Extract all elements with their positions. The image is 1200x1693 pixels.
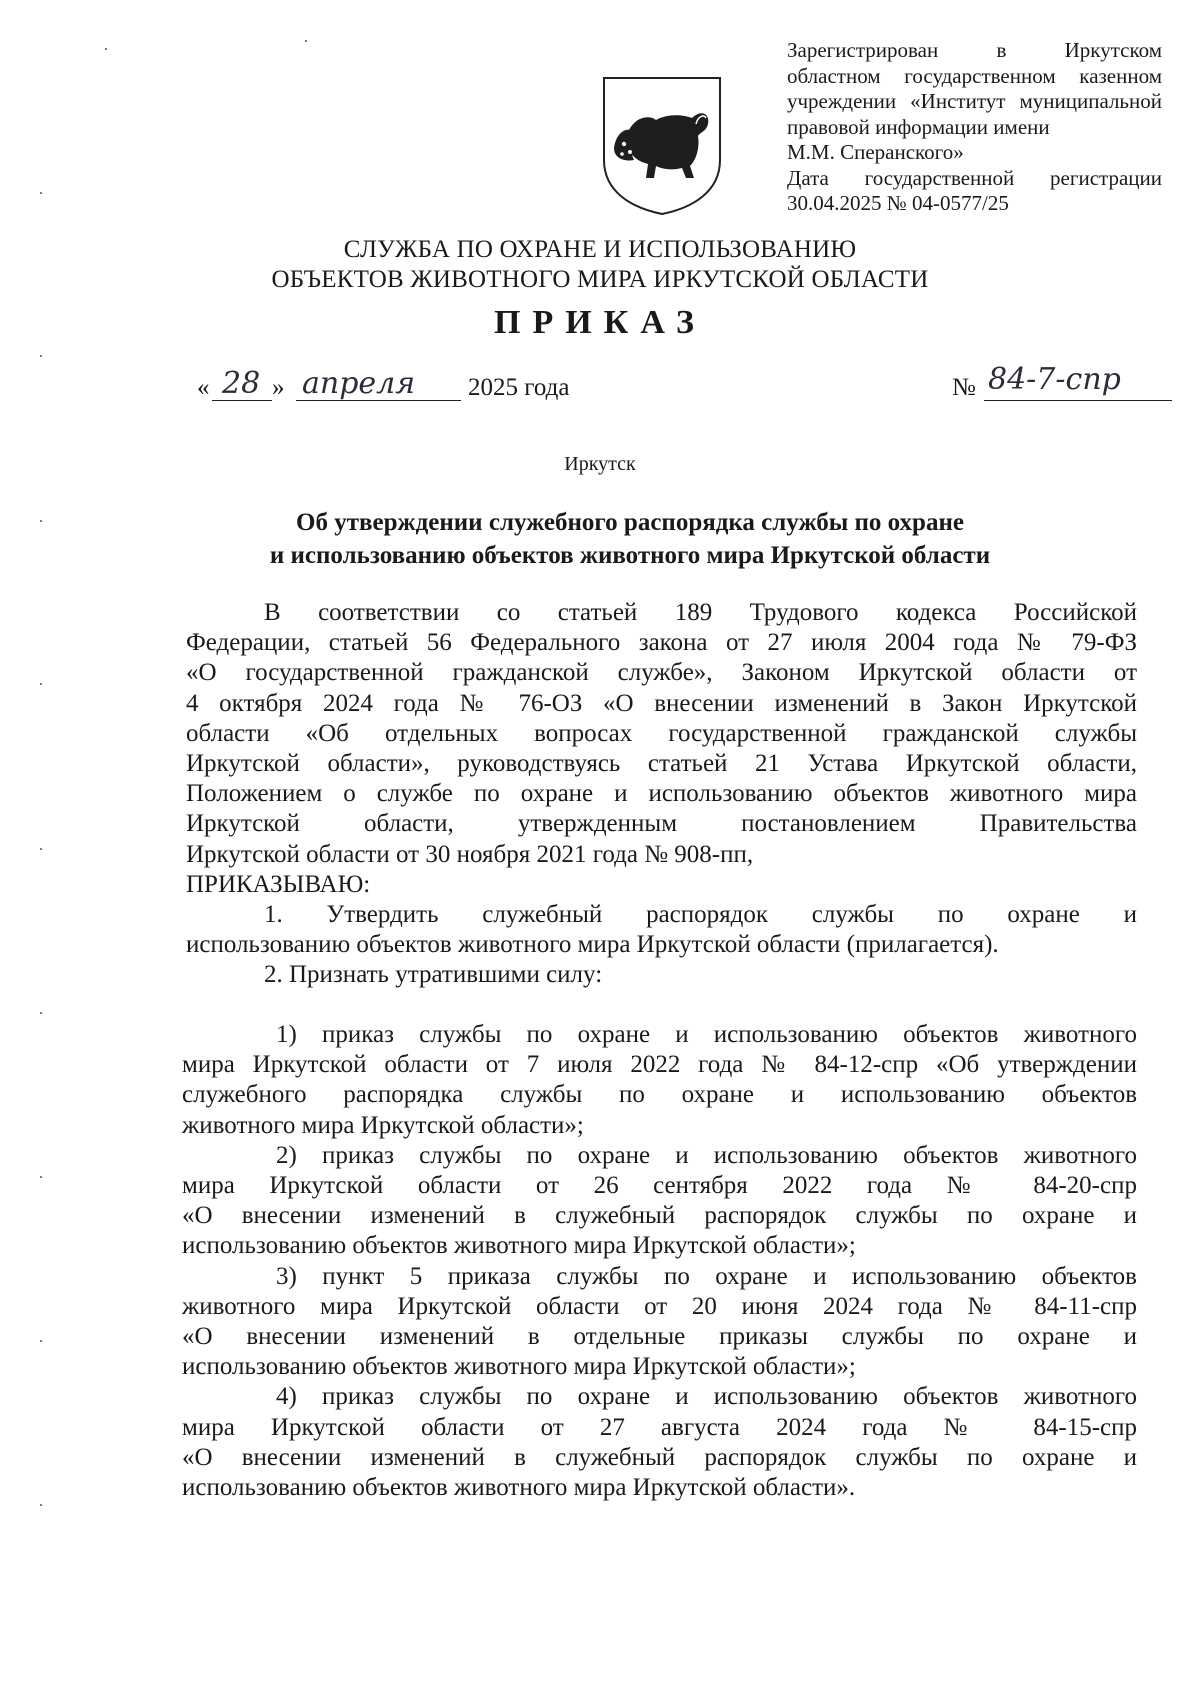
scan-speck [40, 192, 42, 194]
repealed-orders-list [182, 1020, 1137, 1503]
date-year: 2025 года [468, 374, 570, 401]
list-item-line: мира Иркутской области от 26 сентября 2022 года № 84-20-спр [182, 1172, 1137, 1200]
preamble-line: области «Об отдельных вопросах государственной гражданской службы [186, 719, 1137, 747]
document-title-line: Об утверждении служебного распорядка службы по охране [296, 509, 964, 536]
order-number-underline [984, 400, 1172, 401]
scan-speck [40, 1504, 42, 1506]
preamble [186, 598, 1137, 991]
list-item-line: использованию объектов животного мира Иркутской области»; [182, 1232, 856, 1260]
list-item-line: использованию объектов животного мира Иркутской области». [182, 1474, 856, 1502]
preamble-line: Положением о службе по охране и использованию объектов животного мира [186, 780, 1137, 808]
scan-speck [40, 1012, 42, 1014]
list-item-line: «О внесении изменений в отдельные приказы службы по охране и [182, 1323, 1137, 1351]
list-item-line: 1) приказ службы по охране и использованию объектов животного [276, 1021, 1137, 1048]
registration-line: 30.04.2025 № 04-0577/25 [787, 191, 1009, 215]
date-month-underline [296, 400, 461, 401]
preamble-line: Иркутской области, утвержденным постановлением Правительства [186, 810, 1137, 838]
date-day: 28 [222, 366, 261, 401]
registration-line: правовой информации имени [787, 114, 1050, 139]
list-item [182, 1262, 1137, 1383]
scan-speck [40, 1340, 42, 1342]
scan-speck [40, 848, 42, 850]
preamble-line: Иркутской области от 30 ноября 2021 года № 908-пп, [186, 840, 754, 868]
registration-line: М.М. Сперанского» [787, 140, 964, 164]
agency-name-line1: СЛУЖБА ПО ОХРАНЕ И ИСПОЛЬЗОВАНИЮ [343, 236, 857, 263]
list-item-line: животного мира Иркутской области от 20 июня 2024 года № 84-11-спр [182, 1292, 1137, 1320]
city: Иркутск [564, 453, 636, 475]
list-item-line: служебного распорядка службы по охране и использованию объектов [182, 1081, 1137, 1109]
list-item-line: 3) пункт 5 приказа службы по охране и использованию объектов [276, 1262, 1137, 1290]
scan-speck [40, 683, 42, 685]
date-open-quote: « [197, 374, 210, 401]
scan-speck [40, 520, 42, 522]
order-number-prefix: № [952, 374, 976, 401]
irkutsk-coat-of-arms-icon [600, 74, 724, 216]
scan-speck [105, 48, 107, 50]
preamble-line: Иркутской области», руководствуясь статьей 21 Устава Иркутской области, [186, 750, 1137, 778]
list-item-line: мира Иркутской области от 27 августа 2024 года № 84-15-спр [182, 1413, 1137, 1441]
preamble-line: 4 октября 2024 года № 76-ОЗ «О внесении изменений в Закон Иркутской [186, 689, 1137, 717]
list-item [182, 1141, 1137, 1262]
document-title [200, 506, 1060, 572]
scan-speck [305, 40, 307, 42]
list-item [182, 1020, 1137, 1141]
date-day-underline [212, 400, 272, 401]
scan-speck [40, 1176, 42, 1178]
date-month: апреля [302, 366, 416, 401]
list-item-line: животного мира Иркутской области»; [182, 1111, 584, 1139]
order-word: ПРИКАЗЫВАЮ: [186, 870, 371, 898]
list-item-line: «О внесении изменений в служебный распорядок службы по охране и [182, 1443, 1137, 1471]
registration-line: Зарегистрирован в Иркутском [787, 38, 1162, 62]
registration-note [787, 38, 1162, 217]
list-item-line: «О внесении изменений в служебный распорядок службы по охране и [182, 1202, 1137, 1230]
agency-name-line2: ОБЪЕКТОВ ЖИВОТНОГО МИРА ИРКУТСКОЙ ОБЛАСТИ [271, 266, 929, 293]
document-type-title: ПРИКАЗ [494, 304, 706, 341]
date-close-quote: » [272, 374, 285, 401]
registration-line: учреждении «Институт муниципальной [787, 89, 1162, 113]
preamble-line: Федерации, статьей 56 Федерального закона от 27 июля 2004 года № 79-ФЗ [186, 629, 1137, 657]
list-item [182, 1382, 1137, 1503]
list-item-line: 2) приказ службы по охране и использованию объектов животного [276, 1141, 1137, 1169]
registration-line: областном государственном казенном [787, 63, 1162, 88]
item-1-line: использованию объектов животного мира Иркутской области (прилагается). [186, 931, 999, 959]
document-title-line: и использованию объектов животного мира Иркутской области [269, 542, 991, 569]
preamble-line: «О государственной гражданской службе», Законом Иркутской области от [186, 659, 1137, 687]
list-item-line: использованию объектов животного мира Иркутской области»; [182, 1353, 856, 1381]
list-item-line: мира Иркутской области от 7 июля 2022 года № 84-12-спр «Об утверждении [182, 1051, 1137, 1079]
preamble-line: В соответствии со статьей 189 Трудового кодекса Российской [264, 599, 1137, 626]
registration-line: Дата государственной регистрации [787, 165, 1162, 190]
item-1-line: 1. Утвердить служебный распорядок службы по охране и [264, 901, 1137, 929]
scan-speck [40, 355, 42, 357]
order-number: 84-7-спр [988, 362, 1121, 397]
list-item-line: 4) приказ службы по охране и использованию объектов животного [276, 1383, 1137, 1411]
item-2-heading: 2. Признать утратившими силу: [264, 961, 603, 989]
